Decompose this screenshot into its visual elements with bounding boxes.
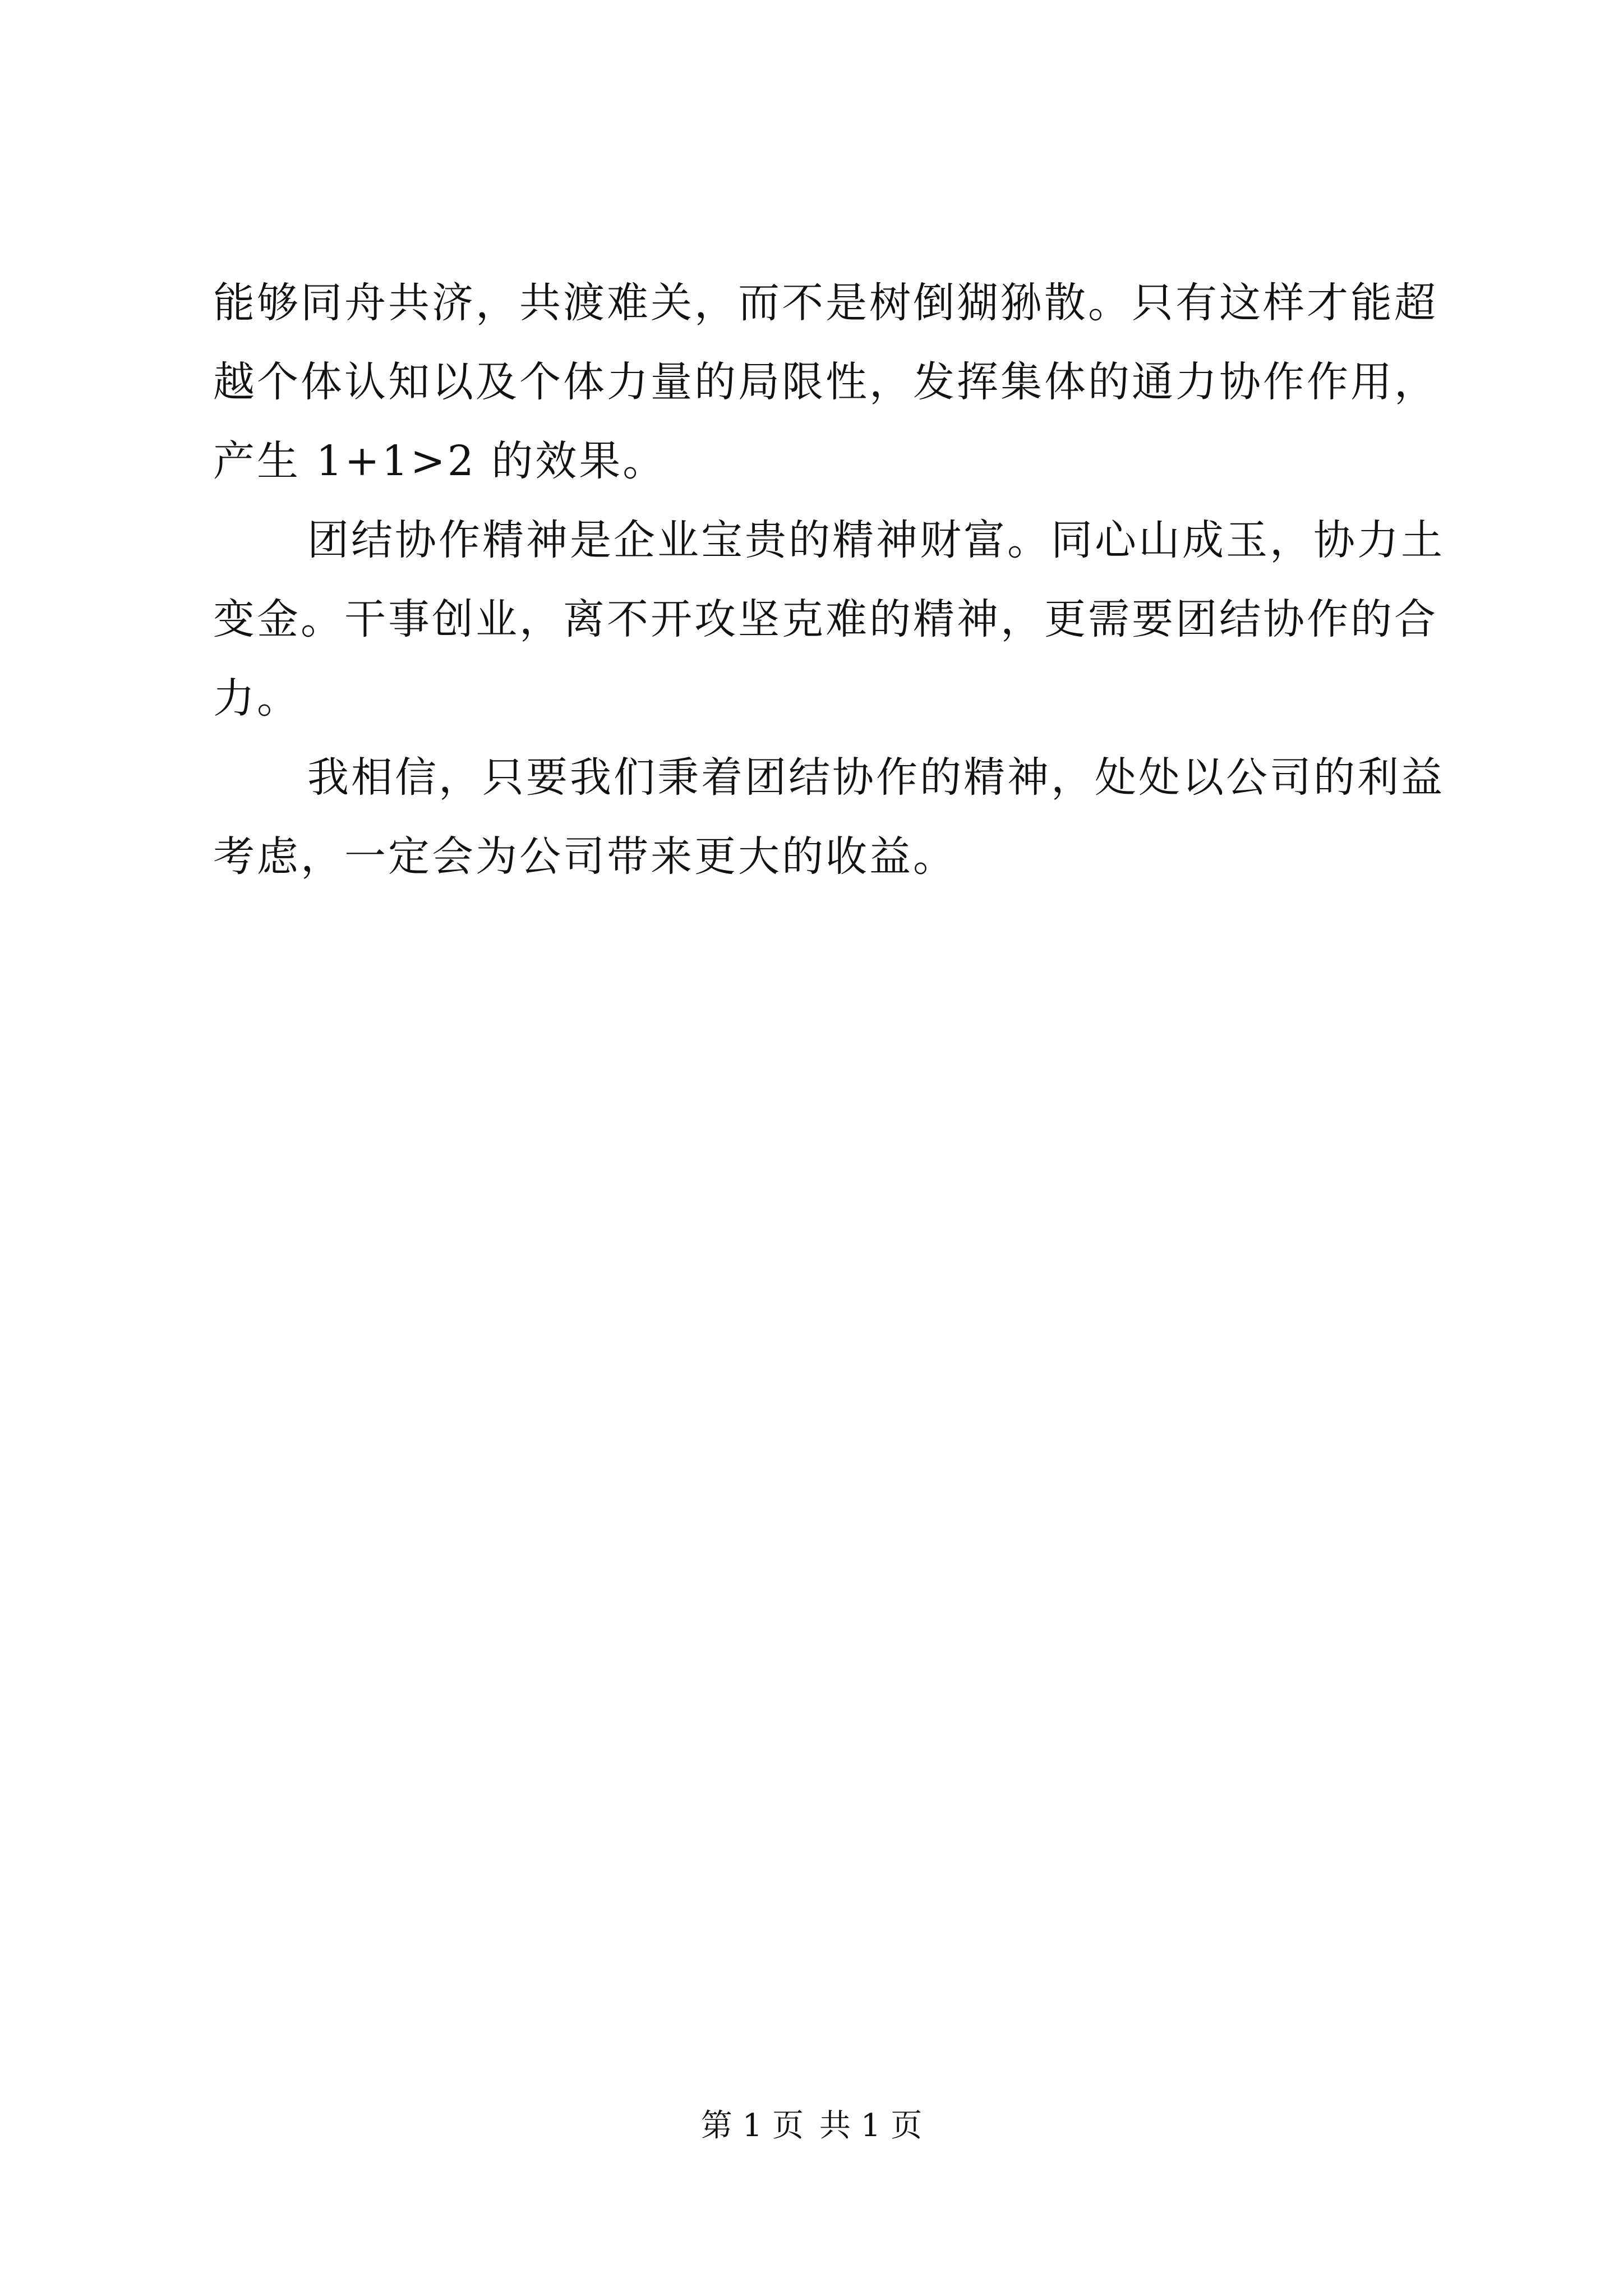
paragraph-1 [213,264,1438,501]
paragraph-line: 能够同舟共济，共渡难关，而不是树倒猢狲散。只有这样才能超 [213,279,1438,327]
paragraph-line: 越个体认知以及个体力量的局限性，发挥集体的通力协作作用， [213,358,1438,406]
paragraph-line: 考虑，一定会为公司带来更大的收益。 [213,832,957,881]
paragraph-2 [213,501,1445,738]
paragraph-line: 我相信，只要我们秉着团结协作的精神，处处以公司的利益 [307,753,1445,802]
page-number: 第 1 页 [700,2108,804,2144]
paragraph-line: 产生 1+1>2 的效果。 [213,437,667,485]
paragraph-3 [213,738,1445,896]
paragraph-line: 变金。干事创业，离不开攻坚克难的精神，更需要团结协作的合 [213,595,1438,643]
document-body [213,264,1445,896]
page-footer [0,2106,1623,2146]
page-total: 共 1 页 [819,2108,923,2144]
paragraph-line: 团结协作精神是企业宝贵的精神财富。同心山成玉，协力土 [307,516,1445,564]
paragraph-line: 力。 [213,674,301,723]
